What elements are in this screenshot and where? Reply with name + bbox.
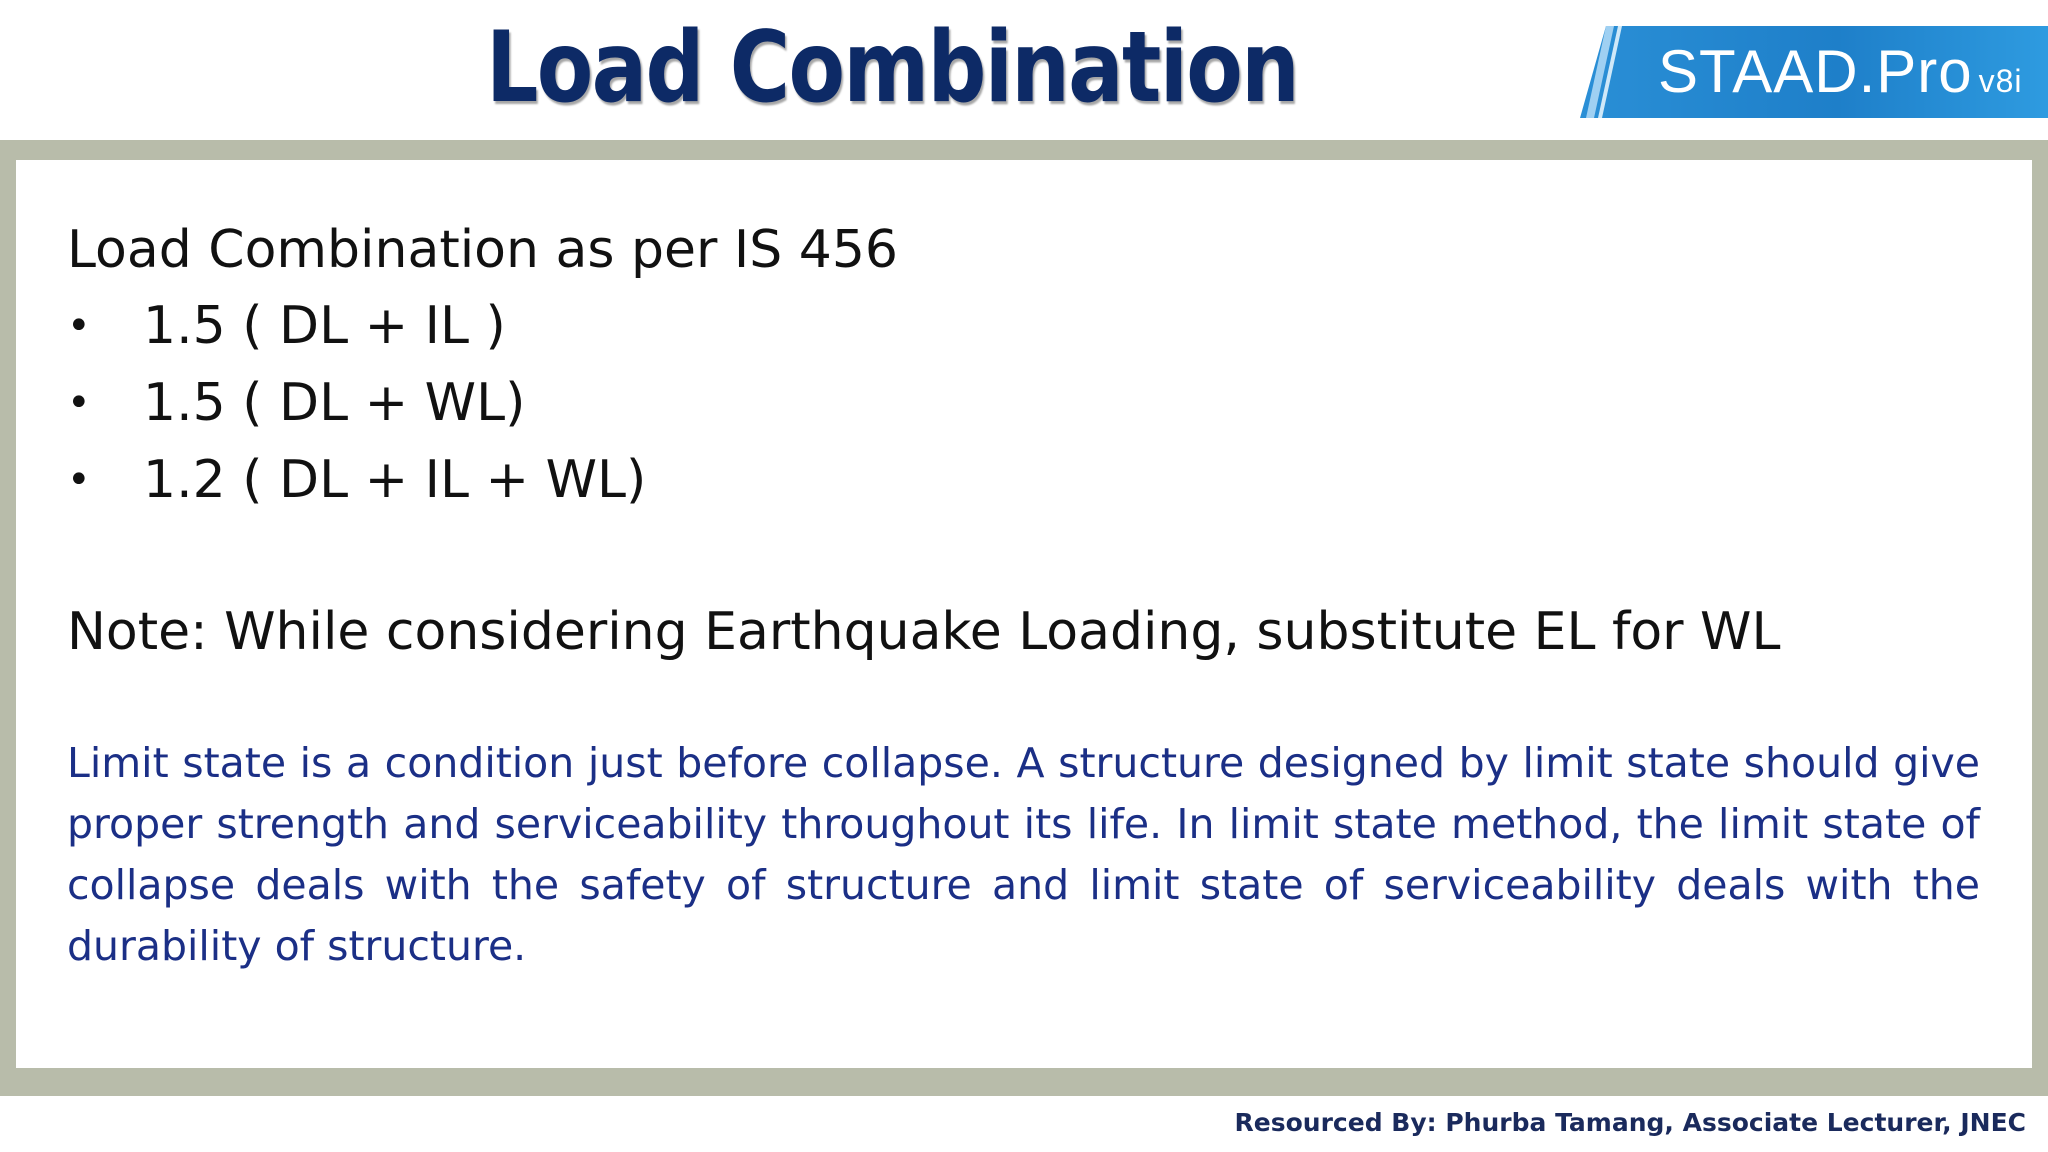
bullet: • [67,457,91,503]
slide-title: Load Combination [486,11,1299,125]
footer-credit: Resourced By: Phurba Tamang, Associate Lecturer, JNEC [1234,1108,2026,1137]
limit-state-definition: Limit state is a condition just before collapse. A structure designed by limit state should give proper strength and serviceability throughout its life. In limit state method, the limit state of collapse deals with the safety of structure and limit state of serviceability deals with the durability of structure. [67,739,1980,970]
earthquake-note: Note: While considering Earthquake Loading, substitute EL for WL [67,602,1781,662]
logo-version: v8i [1978,63,2023,99]
staad-pro-logo [1580,26,2048,118]
combination-text: 1.2 ( DL + IL + WL) [143,450,647,510]
combination-text: 1.5 ( DL + IL ) [143,296,506,356]
bullet: • [67,303,91,349]
logo-wordmark [1658,40,2023,113]
content-heading: Load Combination as per IS 456 [67,220,898,280]
bullet: • [67,380,91,426]
logo-streak-icon [1586,26,1626,118]
logo-brand: STAAD.Pro [1658,38,1973,105]
combination-text: 1.5 ( DL + WL) [143,373,526,433]
